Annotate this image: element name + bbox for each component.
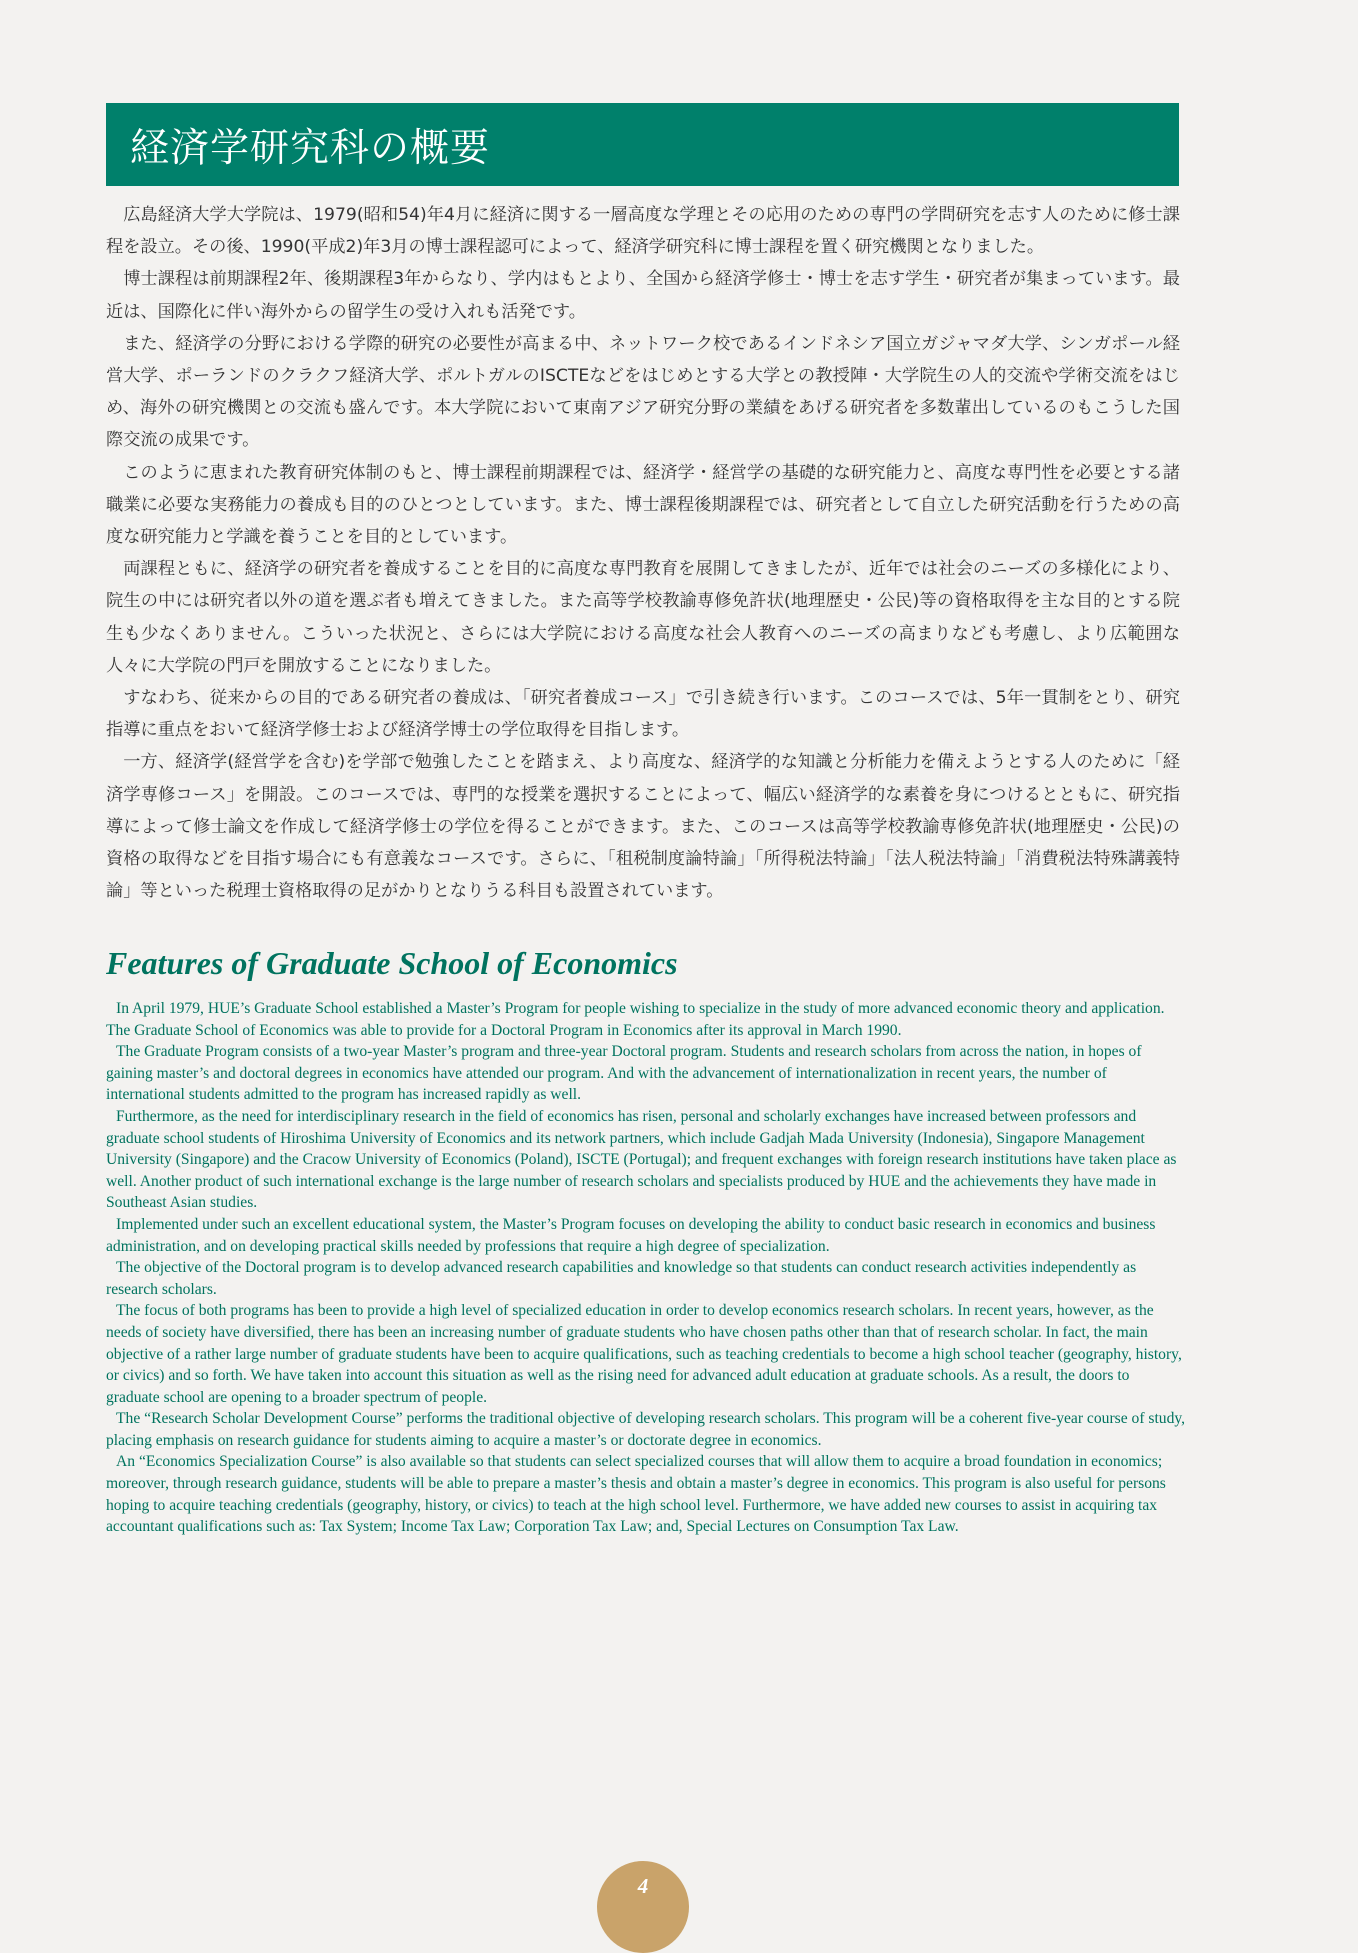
japanese-paragraph: このように恵まれた教育研究体制のもと、博士課程前期課程では、経済学・経営学の基礎的な研究能力と、高度な専門性を必要とする諸職業に必要な実務能力の養成も目的のひとつとしています。また、博士課程後期課程では、研究者として自立した研究活動を行うための高度な研究能力と学識を養うことを目的としています。: [106, 462, 1180, 548]
page-number: 4: [637, 1874, 649, 1898]
japanese-paragraph: 両課程ともに、経済学の研究者を養成することを目的に高度な専門教育を展開してきましたが、近年では社会のニーズの多様化により、院生の中には研究者以外の道を選ぶ者も増えてきました。また高等学校教諭専修免許状(地理歴史・公民)等の資格取得を主な目的とする院生も少なくありません。こういった状況と、さらには大学院における高度な社会人教育へのニーズの高まりなども考慮し、より広範囲な人々に大学院の門戸を開放することになりました。: [106, 559, 1180, 676]
english-body-text: [106, 998, 1186, 1538]
english-paragraph: The objective of the Doctoral program is to develop advanced research capabilities and knowledge so that students can conduct research activities independently as research scholars.: [106, 1259, 1137, 1298]
japanese-section-title: 経済学研究科の概要: [130, 125, 491, 171]
english-section-title: Features of Graduate School of Economics: [106, 945, 678, 981]
section-title-bar: [106, 103, 1179, 186]
japanese-paragraph: すなわち、従来からの目的である研究者の養成は、「研究者養成コース」で引き続き行います。このコースでは、5年一貫制をとり、研究指導に重点をおいて経済学修士および経済学博士の学位取得を目指します。: [106, 688, 1180, 741]
english-paragraph: Furthermore, as the need for interdisciplinary research in the field of economics has risen, personal and scholarly exchanges have increased between professors and graduate school students of Hiroshima University of Economics and its network partners, which include Gadjah Mada University (Indonesia), Singapore Management University (Singapore) and the Cracow University of Economics (Poland), ISCTE (Portugal); and frequent exchanges with foreign research institutions have taken place as well. Another product of such international exchange is the large number of research scholars and specialists produced by HUE and the achievements they have made in Southeast Asian studies.: [106, 1107, 1177, 1212]
japanese-paragraph: また、経済学の分野における学際的研究の必要性が高まる中、ネットワーク校であるインドネシア国立ガジャマダ大学、シンガポール経営大学、ポーランドのクラクフ経済大学、ポルトガルのISCTEなどをはじめとする大学との教授陣・大学院生の人的交流や学術交流をはじめ、海外の研究機関との交流も盛んです。本大学院において東南アジア研究分野の業績をあげる研究者を多数輩出しているのもこうした国際交流の成果です。: [106, 333, 1180, 451]
japanese-paragraph: 広島経済大学大学院は、1979(昭和54)年4月に経済に関する一層高度な学理とその応用のための専門の学問研究を志す人のために修士課程を設立。その後、1990(平成2)年3月の博士課程認可によって、経済学研究科に博士課程を置く研究機関となりました。: [106, 205, 1180, 258]
english-paragraph: The “Research Scholar Development Course” performs the traditional objective of developing research scholars. This program will be a coherent five-year course of study, placing emphasis on research guidance for students aiming to acquire a master’s or doctorate degree in economics.: [106, 1410, 1186, 1449]
english-paragraph: In April 1979, HUE’s Graduate School established a Master’s Program for people wishing to specialize in the study of more advanced economic theory and application. The Graduate School of Economics was able to provide for a Doctoral Program in Economics after its approval in March 1990.: [106, 1000, 1165, 1039]
english-paragraph: An “Economics Specialization Course” is also available so that students can select specialized courses that will allow them to acquire a broad foundation in economics; moreover, through research guidance, students will be able to prepare a master’s thesis and obtain a master’s degree in economics. This program is also useful for persons hoping to acquire teaching credentials (geography, history, or civics) to teach at the high school level. Furthermore, we have added new courses to assist in acquiring tax accountant qualifications such as: Tax System; Income Tax Law; Corporation Tax Law; and, Special Lectures on Consumption Tax Law.: [106, 1453, 1166, 1536]
page-number-badge: [597, 1861, 689, 1953]
english-paragraph: The focus of both programs has been to provide a high level of specialized education in order to develop economics research scholars. In recent years, however, as the needs of society have diversified, there has been an increasing number of graduate students who have chosen paths other than that of research scholar. In fact, the main objective of a rather large number of graduate students have been to acquire qualifications, such as teaching credentials to become a high school teacher (geography, history, or civics) and so forth. We have taken into account this situation as well as the rising need for advanced adult education at graduate schools. As a result, the doors to graduate school are opening to a broader spectrum of people.: [106, 1302, 1182, 1406]
japanese-body-text: [106, 199, 1180, 907]
japanese-paragraph: 博士課程は前期課程2年、後期課程3年からなり、学内はもとより、全国から経済学修士・博士を志す学生・研究者が集まっています。最近は、国際化に伴い海外からの留学生の受け入れも活発です。: [106, 269, 1180, 322]
english-paragraph: Implemented under such an excellent educational system, the Master’s Program focuses on developing the ability to conduct basic research in economics and business administration, and on developing practical skills needed by professions that require a high degree of specialization.: [106, 1215, 1156, 1255]
english-paragraph: The Graduate Program consists of a two-year Master’s program and three-year Doctoral program. Students and research scholars from across the nation, in hopes of gaining master’s and doctoral degrees in economics have attended our program. And with the advancement of internationalization in recent years, the number of international students admitted to the program has increased rapidly as well.: [106, 1043, 1142, 1104]
japanese-paragraph: 一方、経済学(経営学を含む)を学部で勉強したことを踏まえ、より高度な、経済学的な知識と分析能力を備えようとする人のために「経済学専修コース」を開設。このコースでは、専門的な授業を選択することによって、幅広い経済学的な素養を身につけるとともに、研究指導によって修士論文を作成して経済学修士の学位を得ることができます。また、このコースは高等学校教諭専修免許状(地理歴史・公民)の資格の取得などを目指す場合にも有意義なコースです。さらに、「租税制度論特論」「所得税法特論」「法人税法特論」「消費税法特殊講義特論」等といった税理士資格取得の足がかりとなりうる科目も設置されています。: [106, 752, 1180, 902]
